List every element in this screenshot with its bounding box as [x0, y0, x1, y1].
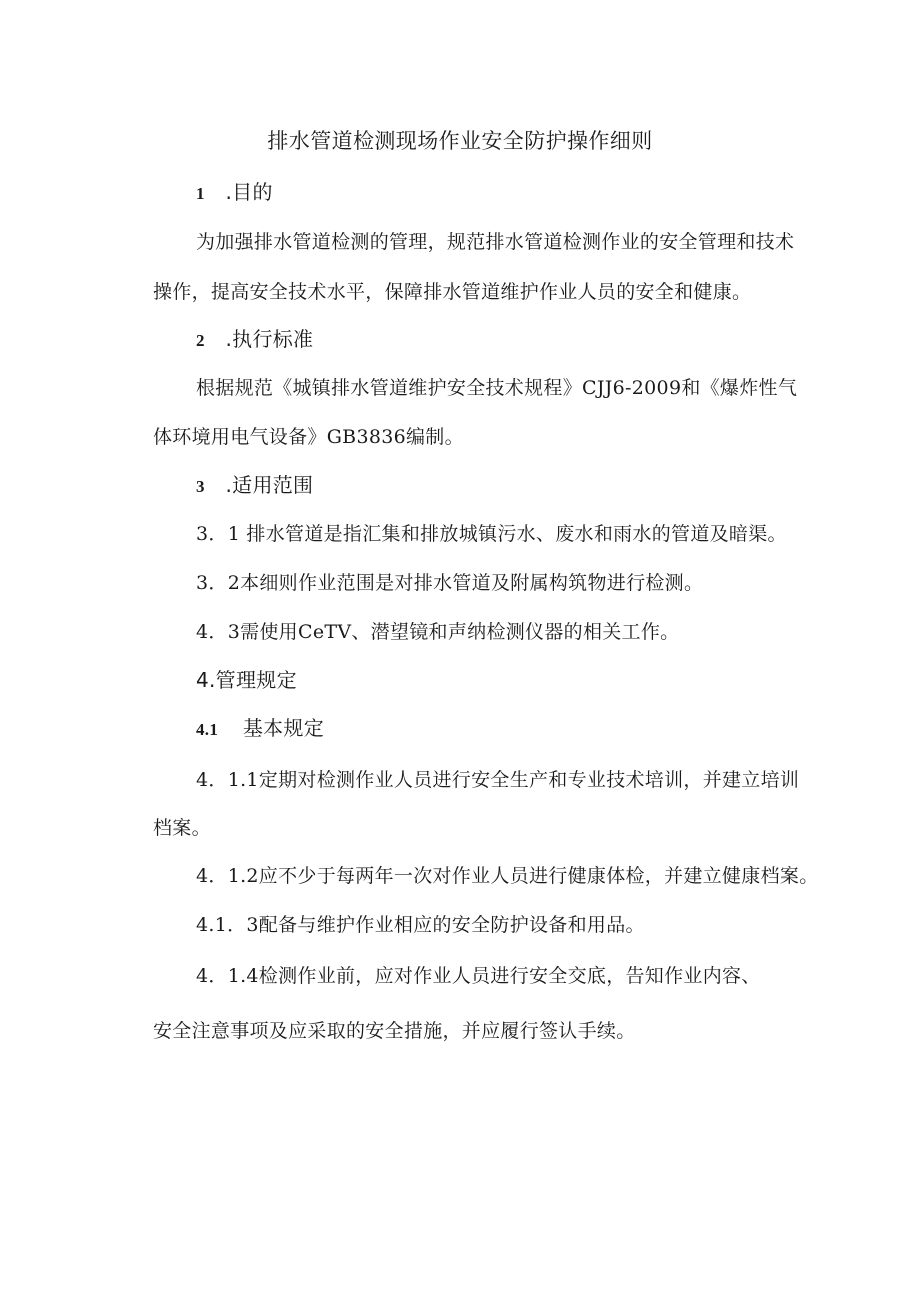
rule-4-1-4-line-1: 4．1.4检测作业前，应对作业人员进行安全交底，告知作业内容、 [196, 965, 761, 987]
section-2-heading [196, 327, 313, 353]
section-2-paragraph-line-1: 根据规范《城镇排水管道维护安全技术规程》CJJ6-2009和《爆炸性气 [196, 377, 798, 399]
section-4-heading: 4.管理规定 [196, 668, 297, 692]
rule-4-1-1-line-1: 4．1.1定期对检测作业人员进行安全生产和专业技术培训，并建立培训 [196, 769, 800, 791]
section-1-paragraph-line-2: 操作，提高安全技术水平，保障排水管道维护作业人员的安全和健康。 [153, 281, 752, 303]
document-title: 排水管道检测现场作业安全防护操作细则 [267, 129, 653, 153]
section-3-item-1: 3．1 排水管道是指汇集和排放城镇污水、废水和雨水的管道及暗渠。 [196, 523, 787, 545]
section-4-1-heading [196, 716, 324, 742]
section-2-paragraph-line-2: 体环境用电气设备》GB3836编制。 [153, 426, 464, 448]
section-1-paragraph-line-1: 为加强排水管道检测的管理，规范排水管道检测作业的安全管理和技术 [196, 231, 795, 253]
section-3-title: .适用范围 [225, 473, 314, 497]
section-1-title: .目的 [225, 180, 273, 204]
section-3-item-3: 4．3需使用CeTV、潜望镜和声纳检测仪器的相关工作。 [196, 621, 680, 643]
section-2-title: .执行标准 [225, 327, 314, 351]
rule-4-1-4-line-2: 安全注意事项及应采取的安全措施，并应履行签认手续。 [153, 1020, 636, 1042]
section-3-heading [196, 473, 313, 499]
section-1-heading [196, 180, 273, 206]
section-3-number: 3 [196, 477, 205, 496]
section-4-1-number: 4.1 [196, 720, 219, 739]
rule-4-1-3: 4.1．3配备与维护作业相应的安全防护设备和用品。 [196, 914, 645, 936]
section-3-item-2: 3．2本细则作业范围是对排水管道及附属构筑物进行检测。 [196, 572, 704, 594]
rule-4-1-1-line-2: 档案。 [153, 817, 211, 839]
rule-4-1-2: 4．1.2应不少于每两年一次对作业人员进行健康体检，并建立健康档案。 [196, 865, 819, 887]
section-4-1-title: 基本规定 [242, 716, 325, 740]
section-2-number: 2 [196, 331, 205, 350]
section-1-number: 1 [196, 184, 205, 203]
